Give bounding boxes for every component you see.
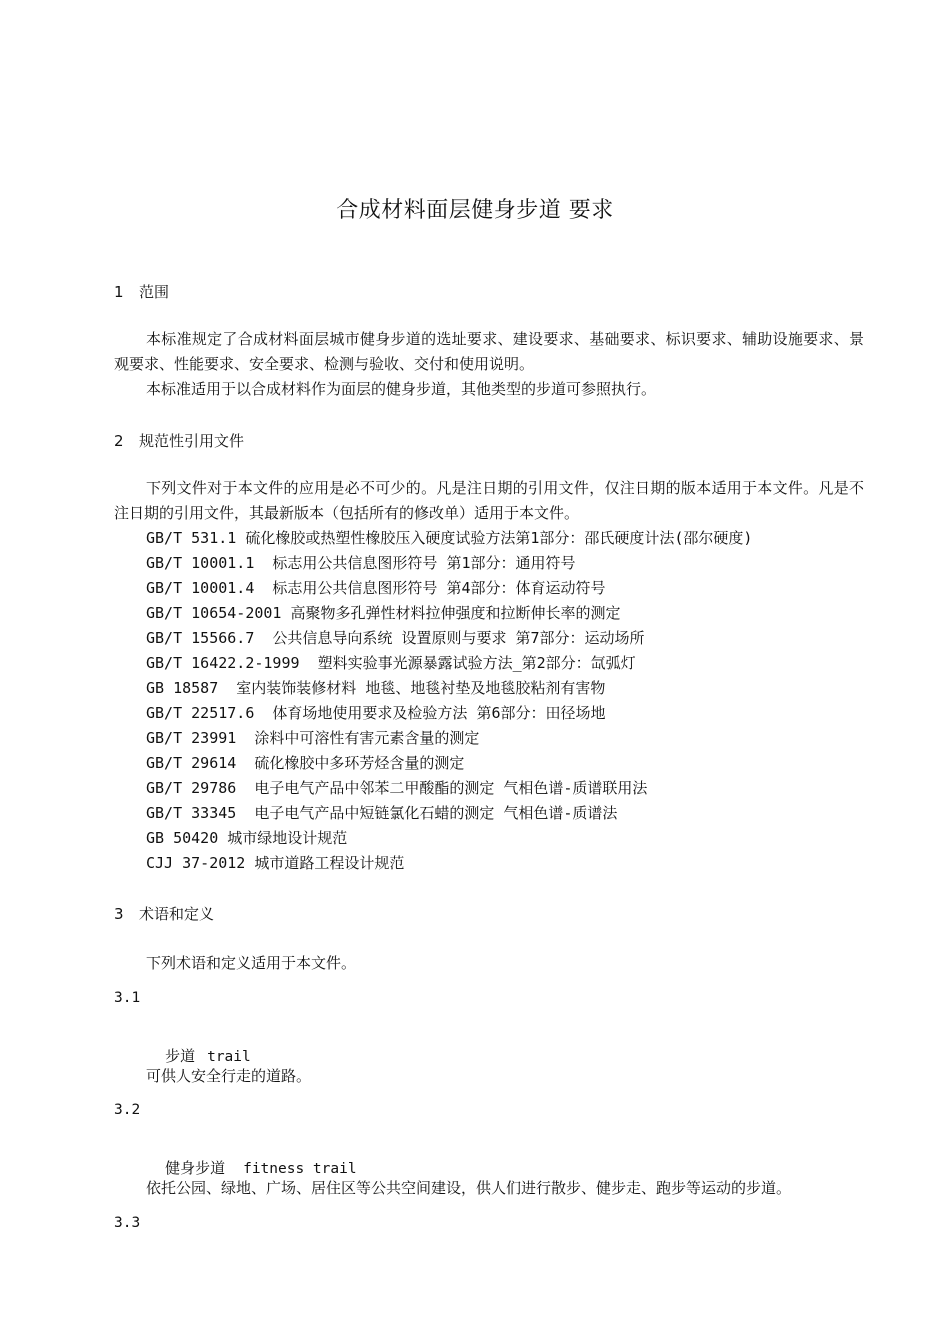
clause-number: 3.1 (114, 990, 141, 1006)
section-1-paragraph-2: 本标准适用于以合成材料作为面层的健身步道，其他类型的步道可参照执行。 (146, 380, 657, 398)
section-title: 术语和定义 (139, 905, 215, 923)
section-number: 1 (114, 283, 124, 301)
reference-item: CJJ 37-2012 城市道路工程设计规范 (146, 854, 405, 872)
section-1-paragraph-1: 本标准规定了合成材料面层城市健身步道的选址要求、建设要求、基础要求、标识要求、辅助设施要求、景观要求、性能要求、安全要求、检测与验收、交付和使用说明。 (114, 330, 864, 373)
reference-item: GB/T 10001.1 标志用公共信息图形符号 第1部分：通用符号 (146, 554, 576, 572)
clause-number: 3.2 (114, 1102, 141, 1118)
reference-item: GB/T 29786 电子电气产品中邻苯二甲酸酯的测定 气相色谱-质谱联用法 (146, 779, 648, 797)
section-number: 3 (114, 905, 124, 923)
section-3-intro: 下列术语和定义适用于本文件。 (146, 954, 357, 972)
reference-item: GB/T 29614 硫化橡胶中多环芳烃含量的测定 (146, 754, 465, 772)
reference-item: GB/T 10654-2001 高聚物多孔弹性材料拉伸强度和拉断伸长率的测定 (146, 604, 621, 622)
reference-item: GB 50420 城市绿地设计规范 (146, 829, 348, 847)
normative-references-list (146, 526, 752, 876)
clause-number: 3.3 (114, 1215, 141, 1231)
reference-item: GB/T 531.1 硫化橡胶或热塑性橡胶压入硬度试验方法第1部分：邵氏硬度计法(邵尔硬度) (146, 529, 753, 547)
document-title: 合成材料面层健身步道 要求 (336, 198, 614, 223)
reference-item: GB/T 23991 涂料中可溶性有害元素含量的测定 (146, 729, 480, 747)
section-3-heading (114, 903, 214, 924)
term-definition: 依托公园、绿地、广场、居住区等公共空间建设，供人们进行散步、健步走、跑步等运动的步道。 (146, 1179, 792, 1197)
reference-item: GB/T 10001.4 标志用公共信息图形符号 第4部分：体育运动符号 (146, 579, 606, 597)
reference-item: GB/T 33345 电子电气产品中短链氯化石蜡的测定 气相色谱-质谱法 (146, 804, 618, 822)
reference-item: GB 18587 室内装饰装修材料 地毯、地毯衬垫及地毯胶粘剂有害物 (146, 679, 606, 697)
section-1-heading (114, 281, 169, 302)
term-chinese: 健身步道 (165, 1159, 226, 1177)
section-2-heading (114, 430, 244, 451)
reference-item: GB/T 15566.7 公共信息导向系统 设置原则与要求 第7部分：运动场所 (146, 629, 645, 647)
term-english: trail (207, 1049, 251, 1065)
section-title: 范围 (139, 283, 170, 301)
reference-item: GB/T 22517.6 体育场地使用要求及检验方法 第6部分：田径场地 (146, 704, 606, 722)
section-number: 2 (114, 432, 124, 450)
section-title: 规范性引用文件 (139, 432, 245, 450)
term-english: fitness trail (243, 1161, 357, 1177)
term-chinese: 步道 (165, 1047, 196, 1065)
term-definition: 可供人安全行走的道路。 (146, 1067, 312, 1085)
reference-item: GB/T 16422.2-1999 塑料实验事光源暴露试验方法_第2部分：氙弧灯 (146, 654, 636, 672)
section-2-intro: 下列文件对于本文件的应用是必不可少的。凡是注日期的引用文件，仅注日期的版本适用于本文件。凡是不注日期的引用文件，其最新版本（包括所有的修改单）适用于本文件。 (114, 479, 864, 522)
